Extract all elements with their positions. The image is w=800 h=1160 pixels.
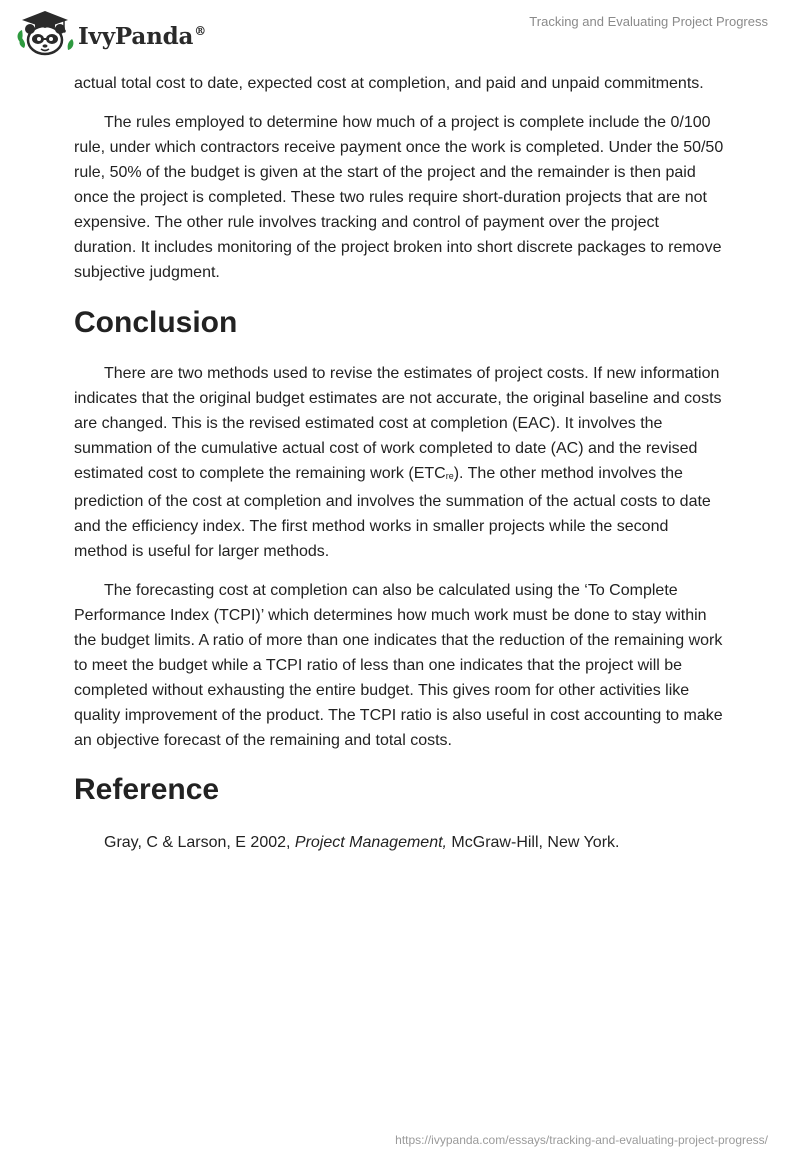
essay-content	[74, 71, 724, 855]
source-url[interactable]: https://ivypanda.com/essays/tracking-and-evaluating-project-progress/	[395, 1133, 768, 1147]
rules-paragraph: The rules employed to determine how much of a project is complete include the 0/100 rule, under which contractors receive payment once the work is completed. Under the 50/50 rule, 50% of the budget is given at the start of the project and the remainder is then paid once the project is completed. These two rules require short-duration projects that are not expensive. The other rule involves tracking and control of payment over the project duration. It includes monitoring of the project broken into short discrete packages to remove subjective judgment.	[74, 114, 724, 281]
brand-name: IvyPanda®	[78, 22, 206, 50]
conclusion-heading: Conclusion	[74, 306, 238, 339]
page-header	[0, 0, 800, 70]
reference-heading: Reference	[74, 773, 220, 806]
reference-entry: Gray, C & Larson, E 2002, Project Management, McGraw-Hill, New York.	[104, 834, 620, 851]
document-title: Tracking and Evaluating Project Progress	[529, 14, 768, 29]
conclusion-paragraph-2: The forecasting cost at completion can also be calculated using the ‘To Complete Performance Index (TCPI)’ which determines how much work must be done to stay within the budget limits. A ratio of more than one indicates that the reduction of the remaining work to meet the budget while a TCPI ratio of less than one indicates that the project will be completed without exhausting the entire budget. This gives room for other activities like quality improvement of the product. The TCPI ratio is also useful in cost accounting to make an objective forecast of the remaining and total costs.	[74, 582, 723, 749]
ivypanda-logo[interactable]	[14, 8, 206, 60]
panda-graduation-cap-icon	[14, 8, 76, 60]
conclusion-paragraph-1: There are two methods used to revise the estimates of project costs. If new information indicates that the original budget estimates are not accurate, the original baseline and costs are changed. This is the revised estimated cost at completion (EAC). It involves the summation of the cumulative actual cost of work completed to date (AC) and the revised estimated cost to complete the remaining work $(ETC_{re})$. The other method involves the prediction of the cost at completion and involves the summation of the actual costs to date and the efficiency index. The first method works in smaller projects while the second method is useful for larger methods.	[74, 365, 722, 560]
intro-paragraph: actual total cost to date, expected cost at completion, and paid and unpaid commitments.	[74, 75, 704, 92]
